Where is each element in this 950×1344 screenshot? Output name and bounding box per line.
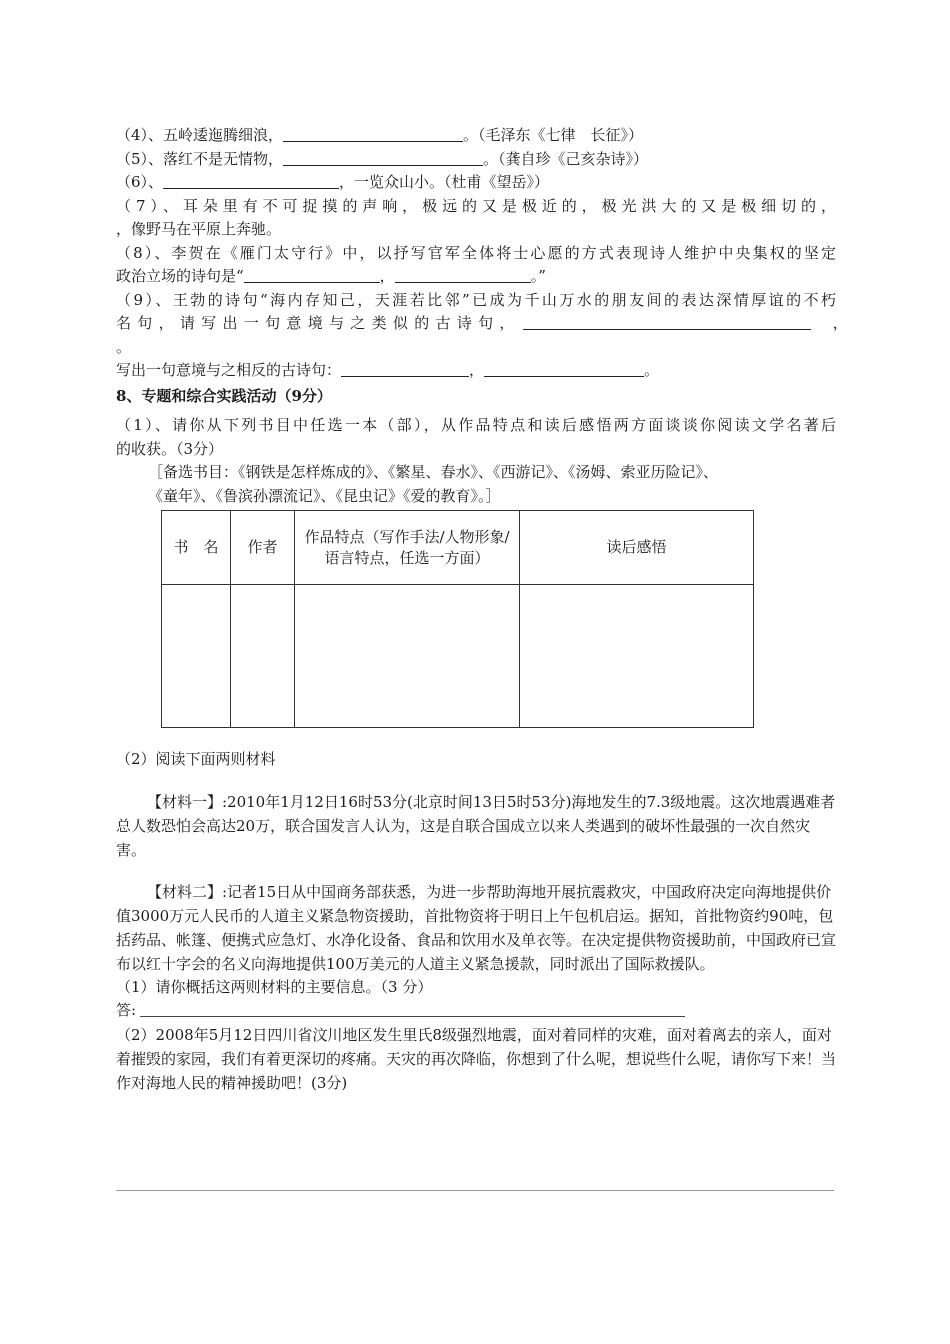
cell-features[interactable] (295, 585, 520, 728)
header-author: 作者 (231, 511, 295, 585)
poem-9-opposite-prompt: 写出一句意境与之相反的古诗句： (116, 361, 342, 379)
poem-8-blank-1[interactable] (244, 267, 380, 283)
cell-reflection[interactable] (520, 585, 754, 728)
poem-line-9b (116, 312, 848, 336)
sub-question-1: （1）请你概括这两则材料的主要信息。（3 分） (116, 977, 433, 996)
poem-line-6 (116, 171, 836, 195)
material-2: 【材料二】:记者15日从中国商务部获悉，为进一步帮助海地开展抗震救灾，中国政府决定向海地提供价值3000万元人民币的人道主义紧急物资援助，首批物资将于明日上午包机启运。据知，首批物资约90吨，包括药品、帐篷、便携式应急灯、水净化设备、食品和饮用水及单衣等。在决定提供物资援助前，中国政府已宣布以红十字会的名义向海地提供100万美元的人道主义紧急援款，同时派出了国际救援队。 (116, 882, 837, 973)
poem-6-blank[interactable] (163, 173, 339, 189)
reading-table (161, 510, 754, 728)
book-list-line-a: ［备选书目：《钢铁是怎样炼成的》、《繁星、春水》、《西游记》、《汤姆、索亚历险记》、 (148, 463, 719, 481)
poem-5-prompt: （5）、落红不是无情物， (116, 149, 284, 168)
poem-line-8b (116, 265, 836, 289)
poem-line-7a: （7）、耳朵里有不可捉摸的声响，极远的又是极近的，极光洪大的又是极细切的， (116, 196, 836, 215)
poem-line-9a: （9）、王勃的诗句“海内存知己，天涯若比邻”已成为千山万水的朋友间的表达深情厚谊的不朽 (116, 290, 836, 309)
poem-8-comma: ， (379, 267, 395, 285)
poem-9-prompt: 名句，请写出一句意境与之类似的古诗句， (116, 314, 521, 332)
poem-5-source: 。（龚自珍《己亥杂诗》） (483, 149, 649, 168)
poem-9-blank-1[interactable] (523, 314, 811, 330)
answer-line[interactable] (140, 1002, 685, 1017)
cell-book-name[interactable] (162, 585, 231, 728)
poem-line-9c: 。 (116, 337, 132, 356)
header-book-name: 书 名 (162, 511, 231, 585)
book-list-line-b: 《童年》、《鲁滨孙漂流记》、《昆虫记》《爱的教育》。］ (148, 486, 501, 505)
poem-9-blank-2[interactable] (341, 361, 469, 377)
section-8-title: 8、专题和综合实践活动（9分） (116, 386, 332, 405)
poem-8-blank-2[interactable] (395, 267, 531, 283)
poem-9-comma-2: ， (469, 361, 485, 379)
book-list (116, 461, 836, 508)
poem-4-source: 。（毛泽东《七律 长征》） (463, 126, 644, 144)
poem-line-5 (116, 148, 836, 172)
poem-line-4 (116, 124, 836, 148)
poem-9-comma: ， (832, 314, 848, 332)
poem-8-end: 。” (530, 267, 546, 285)
poem-8-prompt: 政治立场的诗句是“ (116, 267, 244, 285)
poem-line-9d (116, 359, 836, 383)
poem-5-blank[interactable] (283, 150, 483, 166)
page-divider (116, 1190, 834, 1191)
poem-9-blank-3[interactable] (484, 361, 644, 377)
material-1: 【材料一】:2010年1月12日16时53分(北京时间13日5时53分)海地发生的7.3级地震。这次地震遇难者总人数恐怕会高达20万，联合国发言人认为，这是自联合国成立以来人类遇到的破坏性最强的一次自然灾害。 (116, 792, 836, 859)
answer-label: 答: (116, 1001, 137, 1019)
poem-line-7b: ，像野马在平原上奔驰。 (116, 220, 282, 238)
answer-row (116, 999, 836, 1023)
q1-line-a: （1）、请你从下列书目中任选一本（部），从作品特点和读后感悟两方面谈谈你阅读文学名著后 (116, 416, 836, 434)
poem-4-prompt: （4）、五岭逶迤腾细浪， (116, 126, 284, 144)
q2-title: （2）阅读下面两则材料 (116, 750, 276, 768)
header-features: 作品特点（写作手法/人物形象/语言特点，任选一方面） (295, 511, 520, 585)
sub-question-2: （2）2008年5月12日四川省汶川地区发生里氏8级强烈地震，面对着同样的灾难，面对着离去的亲人，面对着摧毁的家园，我们有着更深切的疼痛。天灾的再次降临，你想到了什么呢，想说些什么呢，请你写下来！当作对海地人民的精神援助吧！(3分) (116, 1025, 837, 1092)
header-reflection: 读后感悟 (520, 511, 754, 585)
table-answer-row (162, 585, 754, 728)
cell-author[interactable] (231, 585, 295, 728)
q1-line-b: 的收获。（3分） (116, 439, 224, 458)
poem-line-8a: （8）、李贺在《雁门太守行》中，以抒写官军全体将士心愿的方式表现诗人维护中央集权的坚定 (116, 243, 836, 262)
poem-9-end: 。 (644, 361, 660, 379)
poem-6-prompt: （6）、 (116, 173, 164, 191)
poem-6-source: ，一览众山小。（杜甫《望岳》） (339, 173, 550, 191)
worksheet-page (116, 124, 848, 1095)
poem-4-blank[interactable] (283, 126, 463, 142)
table-header-row (162, 511, 754, 585)
